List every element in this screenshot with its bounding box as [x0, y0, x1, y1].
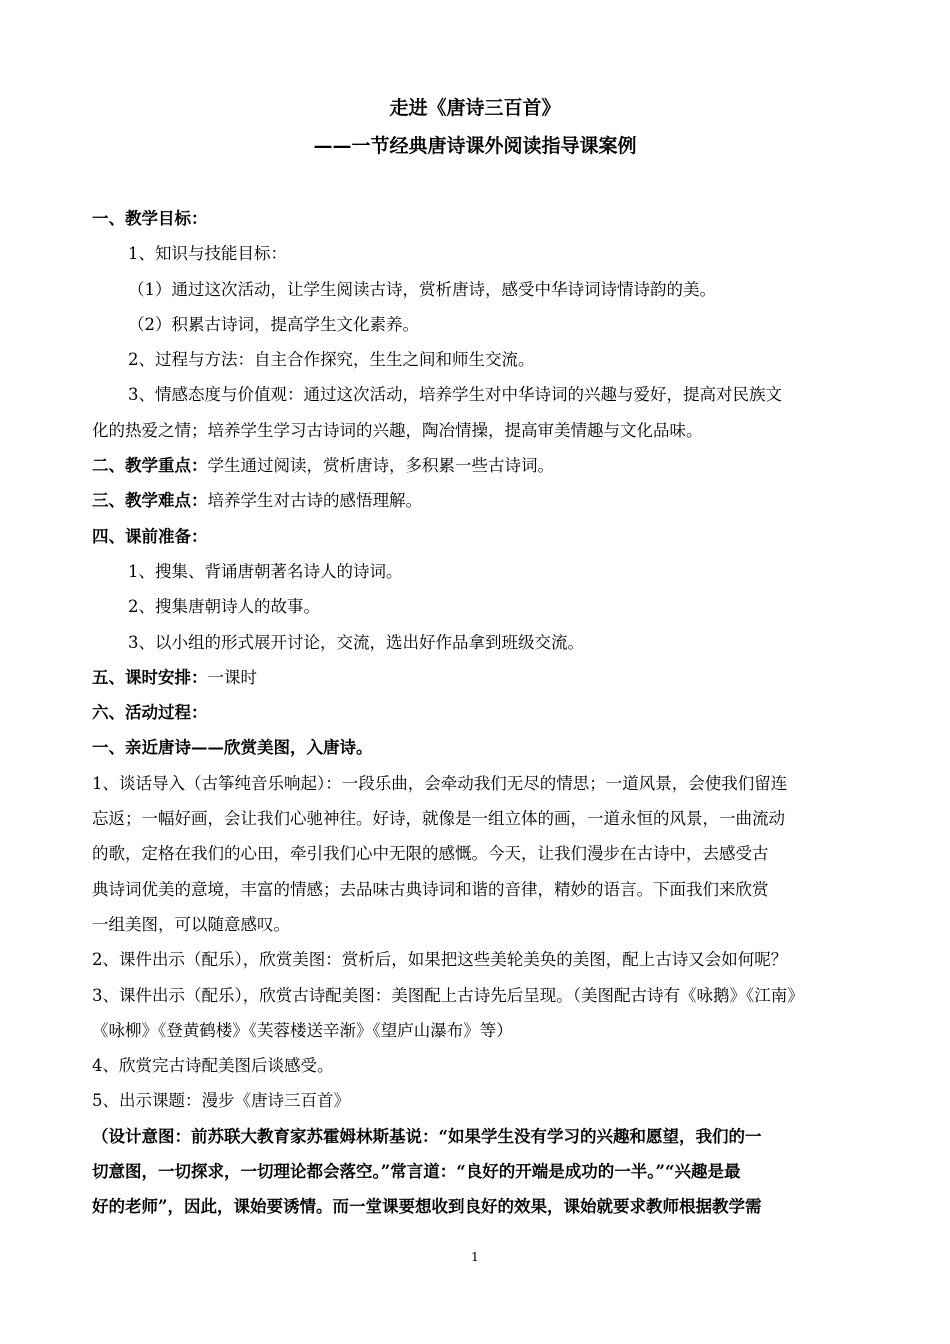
part1-line5: 一组美图，可以随意感叹。 — [92, 914, 290, 934]
section-difficulties — [92, 483, 860, 518]
document-title: 走进《唐诗三百首》 — [389, 97, 561, 119]
key-points-text: 学生通过阅读，赏析唐诗，多积累一些古诗词。 — [207, 456, 554, 476]
part1-line3: 的歌，定格在我们的心田，牵引我们心中无限的感慨。今天，让我们漫步在古诗中，去感受古 — [92, 844, 769, 864]
page-number: 1 — [471, 1250, 479, 1264]
preparation-1: 1、搜集、背诵唐朝著名诗人的诗词。 — [128, 561, 403, 581]
document-body — [92, 201, 860, 1225]
document-subtitle: ——一节经典唐诗课外阅读指导课案例 — [313, 135, 637, 157]
part1-heading: 一、亲近唐诗——欣赏美图，入唐诗。 — [92, 738, 373, 758]
preparation-2: 2、搜集唐朝诗人的故事。 — [128, 597, 320, 617]
part1-line10: 5、出示课题：漫步《唐诗三百首》 — [92, 1091, 350, 1111]
objective-1a: （1）通过这次活动，让学生阅读古诗，赏析唐诗，感受中华诗词诗情诗韵的美。 — [128, 279, 716, 299]
difficulties-text: 培养学生对古诗的感悟理解。 — [207, 491, 422, 511]
part1-line9: 4、欣赏完古诗配美图后谈感受。 — [92, 1056, 334, 1076]
design-intent-line1: （设计意图：前苏联大教育家苏霍姆林斯基说：“如果学生没有学习的兴趣和愿望，我们的一 — [92, 1126, 762, 1146]
section-heading-preparation: 四、课前准备： — [92, 526, 208, 546]
objective-1b: （2）积累古诗词，提高学生文化素养。 — [128, 314, 419, 334]
preparation-3: 3、以小组的形式展开讨论，交流，选出好作品拿到班级交流。 — [128, 632, 584, 652]
objective-3-line1: 3、情感态度与价值观：通过这次活动，培养学生对中华诗词的兴趣与爱好，提高对民族文 — [128, 385, 782, 405]
objective-1: 1、知识与技能目标： — [128, 244, 287, 264]
part1-line4: 典诗词优美的意境，丰富的情感；去品味古典诗词和谐的音律，精妙的语言。下面我们来欣赏 — [92, 879, 769, 899]
part1-line1: 1、谈话导入（古筝纯音乐响起）：一段乐曲，会牵动我们无尽的情思；一道风景，会使我们留连 — [92, 773, 788, 793]
section-schedule — [92, 660, 860, 695]
part1-line8: 《咏柳》《登黄鹤楼》《芙蓉楼送辛渐》《望庐山瀑布》等） — [92, 1020, 513, 1040]
design-intent-line2: 切意图，一切探求，一切理论都会落空。”常言道：“良好的开端是成功的一半。”“兴趣是最 — [92, 1162, 741, 1182]
section-heading-objectives: 一、教学目标： — [92, 209, 208, 228]
part1-line7: 3、课件出示（配乐），欣赏古诗配美图：美图配上古诗先后呈现。（美图配古诗有《咏鹅》《江南》 — [92, 985, 804, 1005]
section-key-points — [92, 448, 860, 483]
section-heading-difficulties: 三、教学难点： — [92, 491, 208, 511]
section-heading-process: 六、活动过程： — [92, 703, 208, 723]
objective-2: 2、过程与方法：自主合作探究，生生之间和师生交流。 — [128, 350, 535, 370]
part1-line6: 2、课件出示（配乐），欣赏美图：赏析后，如果把这些美轮美奂的美图，配上古诗又会如何呢？ — [92, 950, 788, 970]
section-heading-schedule: 五、课时安排： — [92, 667, 208, 687]
schedule-text: 一课时 — [207, 667, 257, 687]
section-heading-key-points: 二、教学重点： — [92, 456, 208, 476]
design-intent-line3: 好的老师”，因此，课始要诱情。而一堂课要想收到良好的效果，课始就要求教师根据教学需 — [92, 1197, 762, 1217]
part1-line2: 忘返；一幅好画，会让我们心驰神往。好诗，就像是一组立体的画，一道永恒的风景，一曲流动 — [92, 809, 785, 829]
objective-3-line2: 化的热爱之情；培养学生学习古诗词的兴趣，陶冶情操，提高审美情趣与文化品味。 — [92, 420, 703, 440]
